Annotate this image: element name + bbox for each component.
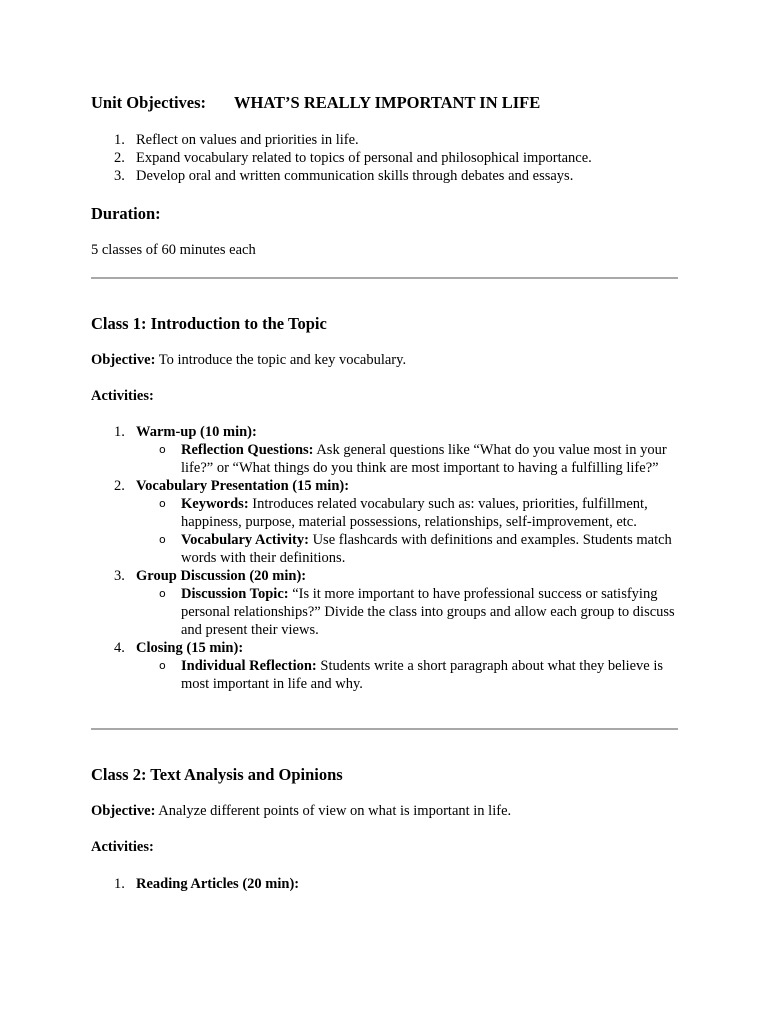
activity-item (114, 567, 681, 639)
section-divider (91, 277, 678, 279)
sub-item (159, 585, 681, 639)
objective-text: Reflect on values and priorities in life. (136, 132, 359, 148)
bullet-icon: o (159, 659, 166, 672)
sub-item (159, 531, 681, 567)
section-divider (91, 728, 678, 730)
class2-activities-list (114, 875, 681, 893)
list-number: 2. (114, 150, 125, 166)
sub-label: Reflection Questions: (181, 442, 314, 458)
sub-label: Keywords: (181, 496, 249, 512)
objective-text: Develop oral and written communication skills through debates and essays. (136, 168, 574, 184)
sub-text: Ask general questions like “What do you value most in your life?” or “What things do you think are most important to having a fulfilling life?” (181, 442, 667, 476)
sub-label: Individual Reflection: (181, 658, 317, 674)
bullet-icon: o (159, 443, 166, 456)
activity-item (114, 875, 681, 893)
activity-item (114, 477, 681, 567)
activity-title: Group Discussion (20 min): (136, 568, 307, 584)
objectives-list (114, 131, 696, 185)
activity-sublist (136, 585, 681, 639)
list-number: 4. (114, 640, 125, 656)
activity-title: Warm-up (10 min): (136, 424, 257, 440)
objective-text: To introduce the topic and key vocabulary. (155, 352, 407, 368)
bullet-icon: o (159, 533, 166, 546)
activity-sublist (136, 441, 681, 477)
unit-title: WHAT’S REALLY IMPORTANT IN LIFE (234, 93, 541, 112)
activity-title: Vocabulary Presentation (15 min): (136, 478, 350, 494)
sub-text: Introduces related vocabulary such as: values, priorities, fulfillment, happiness, purpose, material possessions, relationships, self-improvement, etc. (181, 496, 648, 530)
activity-title: Closing (15 min): (136, 640, 244, 656)
list-number: 3. (114, 168, 125, 184)
class1-activities-list (114, 423, 681, 693)
sub-label: Vocabulary Activity: (181, 532, 309, 548)
activity-item (114, 423, 681, 477)
objective-text: Analyze different points of view on what is important in life. (155, 803, 512, 819)
objective-label: Objective: (91, 803, 156, 819)
sub-text: “Is it more important to have professional success or satisfying personal relationships?” Divide the class into groups and allow each group to discuss and present their views. (181, 586, 675, 638)
sub-item (159, 657, 681, 693)
sub-label: Discussion Topic: (181, 586, 289, 602)
class1-heading: Class 1: Introduction to the Topic (91, 314, 327, 333)
class2-heading: Class 2: Text Analysis and Opinions (91, 765, 343, 784)
unit-objectives-label: Unit Objectives: (91, 93, 207, 112)
objective-item (114, 131, 696, 149)
unit-heading (91, 93, 540, 113)
objective-item (114, 167, 696, 185)
class1-objective (91, 351, 681, 369)
sub-item (159, 495, 681, 531)
activity-sublist (136, 657, 681, 693)
list-number: 2. (114, 478, 125, 494)
bullet-icon: o (159, 497, 166, 510)
class2-activities-label: Activities: (91, 839, 154, 855)
bullet-icon: o (159, 587, 166, 600)
activity-item (114, 639, 681, 693)
activity-sublist (136, 495, 681, 567)
sub-text: Students write a short paragraph about what they believe is most important in life and why. (181, 658, 664, 692)
objective-item (114, 149, 696, 167)
list-number: 1. (114, 132, 125, 148)
sub-text: Use flashcards with definitions and examples. Students match words with their definitions. (181, 532, 672, 566)
list-number: 1. (114, 424, 125, 440)
class1-activities-label: Activities: (91, 388, 154, 404)
duration-text: 5 classes of 60 minutes each (91, 242, 256, 258)
activity-title: Reading Articles (20 min): (136, 876, 300, 892)
list-number: 3. (114, 568, 125, 584)
sub-item (159, 441, 681, 477)
objective-text: Expand vocabulary related to topics of personal and philosophical importance. (136, 150, 592, 166)
duration-heading: Duration: (91, 204, 161, 223)
class2-objective (91, 802, 681, 820)
list-number: 1. (114, 876, 125, 892)
objective-label: Objective: (91, 352, 156, 368)
